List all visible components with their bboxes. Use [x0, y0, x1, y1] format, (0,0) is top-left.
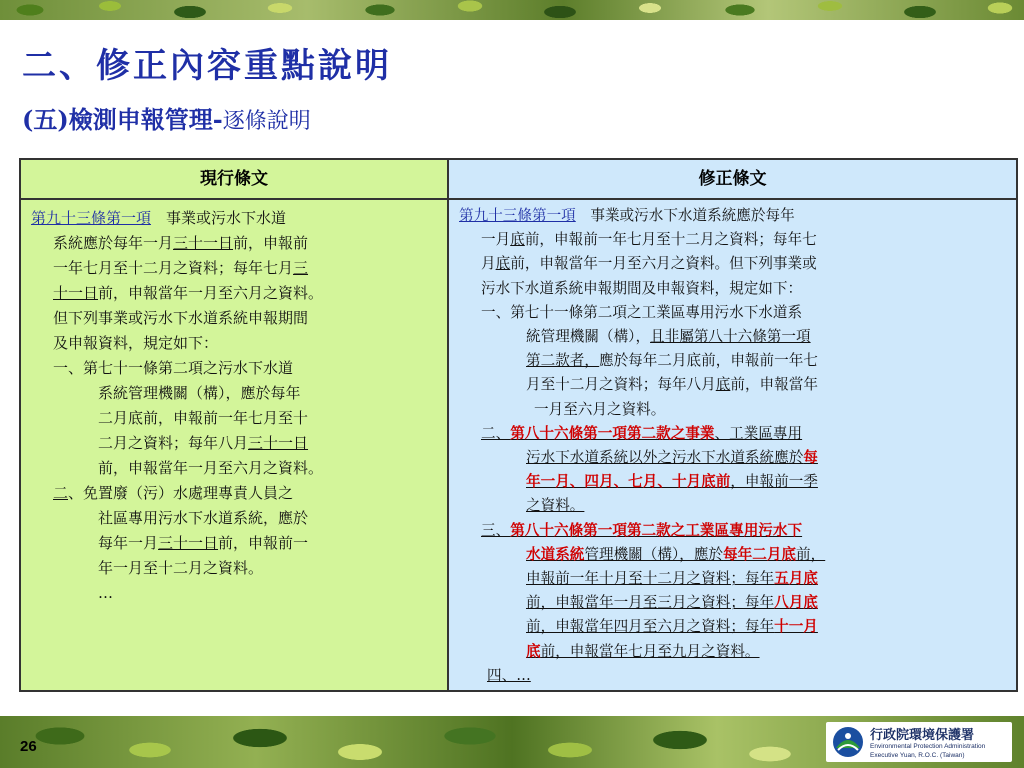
right-item-2: 二、第八十六條第一項第二款之事業、工業區專用 [481, 424, 803, 442]
left-line: 一年七月至十二月之資料；每年七月三 [53, 259, 309, 277]
agency-name-cn: 行政院環境保護署 [870, 728, 975, 743]
left-line: 社區專用污水下水道系統，應於 [98, 509, 309, 527]
bottom-leaf-banner [0, 716, 1024, 768]
right-line: 月至十二月之資料；每年八月底前，申報當年 [526, 376, 818, 394]
right-line: 污水下水道系統申報期間及申報資料，規定如下： [481, 279, 803, 297]
left-line: 二月底前，申報前一年七月至十 [98, 409, 309, 427]
agency-name-en-1: Environmental Protection Administration [870, 743, 986, 750]
top-leaf-banner [0, 0, 1024, 20]
right-item-1: 一、第七十一條第二項之工業區專用污水下水道系 [481, 303, 803, 321]
left-line: 年一月至十二月之資料。 [98, 559, 264, 577]
left-line: 但下列事業或污水下水道系統申報期間 [53, 309, 309, 327]
left-line: 二月之資料；每年八月三十一日 [98, 434, 309, 452]
current-article-header: 現行條文 [21, 160, 447, 200]
right-line: 水道系統管理機關（構），應於每年二月底前， [526, 545, 826, 563]
epa-emblem-icon [832, 726, 864, 758]
left-line: 前，申報當年一月至六月之資料。 [98, 459, 324, 477]
left-item-1: 一、第七十一條第二項之污水下水道 [53, 359, 294, 377]
current-article-column [21, 160, 449, 690]
comparison-table [19, 158, 1018, 692]
subtitle-main: (五)檢測申報管理 [22, 105, 213, 134]
left-line: 系統應於每年一月三十一日前，申報前 [53, 234, 309, 252]
subtitle-separator: - [212, 105, 223, 134]
right-line: 底前，申報當年七月至九月之資料。 [526, 642, 760, 660]
right-line: 月底前，申報當年一月至六月之資料。但下列事業或 [481, 255, 817, 273]
left-line: 及申報資料，規定如下： [53, 334, 219, 352]
right-line: 前，申報當年四月至六月之資料；每年十一月 [526, 618, 818, 636]
current-article-text [31, 206, 439, 606]
right-article-ref: 第九十三條第一項 [459, 207, 576, 224]
left-line: 第九十三條第一項 事業或污水下水道 [31, 209, 287, 227]
left-line: 每年一月三十一日前，申報前一 [98, 534, 309, 552]
left-line: 十一日前，申報當年一月至六月之資料。 [53, 284, 324, 302]
right-line: 一月至六月之資料。 [534, 400, 666, 418]
revised-article-header: 修正條文 [449, 160, 1016, 200]
right-line: 之資料。 [526, 497, 585, 515]
left-line: 系統管理機關（構），應於每年 [98, 384, 301, 402]
page-number: 26 [20, 738, 37, 755]
left-ellipsis: … [98, 584, 113, 602]
left-article-ref: 第九十三條第一項 [31, 209, 152, 227]
right-item-4: 四、… [487, 666, 531, 684]
right-line: 申報前一年十月至十二月之資料；每年五月底 [526, 570, 818, 588]
agency-name-en-2: Executive Yuan, R.O.C. (Taiwan) [870, 752, 965, 759]
right-line: 統管理機關（構），且非屬第八十六條第一項 [526, 328, 811, 346]
right-line: 年一月、四月、七月、十月底前，申報前一季 [526, 473, 818, 491]
right-line: 污水下水道系統以外之污水下水道系統應於每 [526, 449, 818, 467]
revised-article-text [459, 204, 1010, 688]
right-line: 第九十三條第一項 事業或污水下水道系統應於每年 [459, 207, 795, 224]
revised-article-column [449, 160, 1016, 690]
right-line: 第二款者，應於每年二月底前，申報前一年七 [526, 352, 818, 370]
right-item-3: 三、第八十六條第一項第二款之工業區專用污水下 [481, 521, 803, 539]
agency-logo [826, 722, 1012, 762]
right-line: 一月底前，申報前一年七月至十二月之資料；每年七 [481, 231, 817, 249]
slide-title: 二、修正內容重點說明 [22, 46, 392, 86]
subtitle-tail: 逐條說明 [222, 109, 311, 134]
slide-subtitle [22, 100, 311, 135]
right-line: 前，申報當年一月至三月之資料；每年八月底 [526, 594, 818, 612]
left-item-2: 二、免置廢（污）水處理專責人員之 [53, 484, 294, 502]
